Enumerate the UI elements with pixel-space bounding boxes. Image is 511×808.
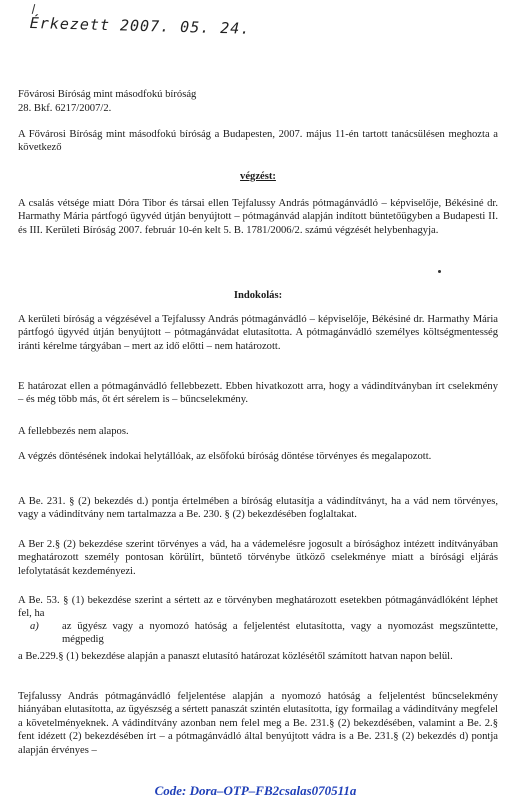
handwritten-received-note: Érkezett 2007. 05. 24. <box>29 14 251 38</box>
reasons-paragraph-5: A Be. 231. § (2) bekezdés d.) pontja értelmében a bíróság elutasítja a vádindítványt, ha a vád nem törvényes, vagy a vádindítvány nem tartalmazza a Be. 230. § (2) bekezdésében foglaltakat. <box>18 496 498 521</box>
reasons-heading: Indokolás: <box>233 290 283 301</box>
reasons-paragraph-3: A fellebbezés nem alapos. <box>18 426 129 437</box>
list-item-text: az ügyész vagy a nyomozó hatóság a feljelentést elutasította, vagy a nyomozást megszüntette, mégpedig <box>62 621 498 646</box>
reasons-paragraph-2: E határozat ellen a pótmagánvádló fellebbezett. Ebben hivatkozott arra, hogy a vádindítványban írt cselekmény – és még több más, őt ért sérelem is – bűncselekmény. <box>18 381 498 406</box>
reasons-paragraph-4: A végzés döntésének indokai helytállóak, az elsőfokú bíróság döntése törvényes és megalapozott. <box>18 451 432 462</box>
after-list-paragraph: a Be.229.§ (1) bekezdése alapján a panaszt elutasító határozat közlésétől számított hatvan napon belül. <box>18 651 453 662</box>
decision-heading: végzést: <box>240 171 276 182</box>
handwritten-mark <box>32 4 36 14</box>
reasons-paragraph-1: A kerületi bíróság a végzésével a Tejfalussy András pótmagánvádló – képviselője, Békésiné dr. Harmathy Mária pártfogó ügyvéd útján benyújtott – pótmagánvádat elutasította. A pótmagánvádló személyes költségmentesség iránti kérelme tárgyában – mert az idő előtti – nem határozott. <box>18 314 498 352</box>
decision-paragraph: A csalás vétsége miatt Dóra Tibor és társai ellen Tejfalussy András pótmagánvádló – képviselője, Békésiné dr. Harmathy Mária pártfogó ügyvéd útján benyújtott – pótmagánvád alapján indított büntetőügyben a Budapesti II. és III. Kerületi Bíróság 2007. február 10-én kelt 5. B. 1781/2006/2. számú végzését helybenhagyja. <box>18 198 498 236</box>
list-item-marker: a) <box>30 621 39 632</box>
last-paragraph: Tejfalussy András pótmagánvádló feljelentése alapján a nyomozó hatóság a feljelentést bűncselekmény hiányában elutasította, az ügyészség a sértett panaszát szintén elutasította, így formailag a vádindítvány megfelel a követelményeknek. A vádindítvány azonban nem felel meg a Be. 231.§ (2) bekezdésében, valamint a Be. 2.§ fent idézett (2) bekezdésében írt – a pótmagánvádló által benyújtott vádra is a Be. 231.§ (2) bekezdés d) pontja alapján érvényes – <box>18 691 498 756</box>
reasons-paragraph-6: A Ber 2.§ (2) bekezdése szerint törvényes a vád, ha a vádemelésre jogosult a bírósághoz intézett indítványában meghatározott személy pontosan körülírt, büntető törvénybe ütköző cselekménye miatt a bírósági eljárás lefolytatását kezdeményezi. <box>18 539 498 577</box>
reasons-paragraph-7: A Be. 53. § (1) bekezdése szerint a sértett az e törvényben meghatározott esetekben pótmagánvádlóként léphet fel, ha <box>18 595 498 620</box>
intro-paragraph: A Fővárosi Bíróság mint másodfokú bíróság a Budapesten, 2007. május 11-én tartott tanácsülésen meghozta a következő <box>18 129 498 154</box>
case-number: 28. Bkf. 6217/2007/2. <box>18 103 112 114</box>
court-header: Fővárosi Bíróság mint másodfokú bíróság <box>18 89 197 100</box>
footer-code: Code: Dora–OTP–FB2csalas070511a <box>154 783 357 798</box>
scan-speck <box>438 270 441 273</box>
